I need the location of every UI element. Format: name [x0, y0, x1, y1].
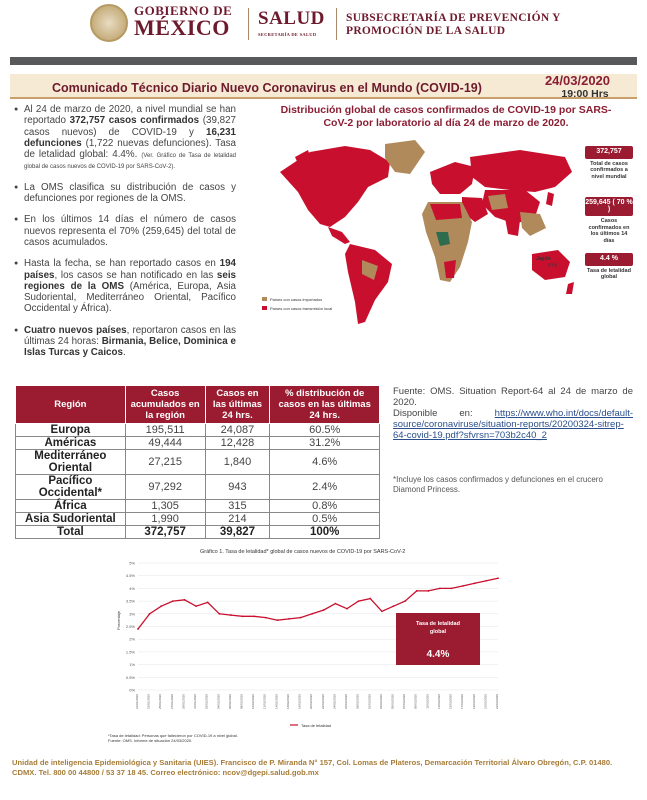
x-tick-label: 14/02/2020 — [274, 694, 279, 710]
cell: 372,757 — [125, 526, 205, 539]
y-tick-label: 5% — [129, 560, 135, 566]
stat-label: Casos confirmados en los últimos 14 días — [588, 218, 630, 244]
legend-swatch-imported — [262, 297, 267, 301]
map-europe — [430, 162, 475, 194]
x-axis — [135, 694, 499, 709]
page-footer: Unidad de inteligencia Epidemiológica y Sanitaria (UIES). Francisco de P. Miranda N° 157, Col. Lomas de Plateros, Demarcación Territorial Álvaro Obregón, C.P. 01480. CDMX. Tel. 800 00 44800 / 53 37 18 45. Correo electrónico: ncov@dgepi.salud.gob.mx — [12, 758, 613, 777]
y-tick-label: 3.5% — [125, 598, 135, 604]
x-tick-label: 12/02/2020 — [262, 694, 267, 710]
y-tick-label: 2.5% — [125, 624, 135, 629]
col-header: Casos en las últimas 24 hrs. — [205, 386, 270, 424]
cell: Américas — [16, 437, 126, 450]
x-tick-label: 28/02/2020 — [355, 694, 360, 710]
page-header — [0, 0, 647, 50]
legend-series-name: Tasa de letalidad — [301, 723, 332, 728]
text: . — [122, 347, 126, 359]
text: , reportaron casos en las últimas 24 horas: — [24, 324, 237, 348]
footnote-diamond-princess: *Incluye los casos confirmados y defunciones en el crucero Diamond Princess. — [393, 475, 603, 494]
y-tick-label: 3% — [129, 611, 135, 617]
x-tick-label: 29/01/2020 — [181, 694, 186, 710]
cell: 31.2% — [270, 437, 380, 450]
y-tick-label: 4.5% — [125, 573, 135, 579]
y-tick-label: 1.5% — [125, 649, 135, 655]
divider — [248, 8, 249, 40]
data-point — [474, 582, 476, 584]
map-russia — [470, 150, 572, 192]
data-point — [218, 613, 220, 615]
source-block — [393, 386, 633, 441]
table-row — [16, 500, 380, 513]
stat-total-cases — [585, 146, 633, 180]
x-tick-label: 20/02/2020 — [309, 694, 314, 710]
text: (1,722 nuevas defunciones). Tasa de letalidad global: 4.4%. — [24, 137, 236, 161]
cell: 1,840 — [205, 450, 270, 475]
source-link[interactable]: https://www.who.int/docs/default-source/coronaviruse/situation-reports/20200324-sitrep-64-covid-19.pdf?sfvrsn=703b2c40_2 — [393, 408, 633, 441]
report-time: 19:00 Hrs — [561, 88, 609, 100]
bullet-14-days: ● En los últimos 14 días el número de casos nuevos representa el 70% (259,645) del total de casos acumulados. — [14, 214, 236, 248]
source-availability — [393, 408, 633, 441]
source-disponible: Disponible en: — [393, 408, 473, 419]
cell: Mediterráneo Oriental — [16, 450, 126, 475]
map-japan — [546, 192, 554, 206]
data-point — [311, 613, 313, 615]
chart-title: Gráfico 1. Tasa de letalidad* global de casos nuevos de COVID-19 por SARS-CoV-2 — [200, 549, 406, 555]
data-point — [230, 614, 232, 616]
bullet-new-countries — [14, 325, 236, 359]
table-row — [16, 424, 380, 437]
stat-14-days — [585, 197, 633, 244]
cell: 195,511 — [125, 424, 205, 437]
text: , los casos se han notificado en las — [54, 269, 217, 281]
cell: 4.6% — [270, 450, 380, 475]
stat-value: 259,645 ( 70 % ) — [585, 197, 633, 216]
text: (Ver. Gráfico de Tasa de letalidad global de casos nuevos de COVID-19 por SARS-CoV-2). — [24, 153, 237, 171]
x-tick-label: 08/02/2020 — [239, 694, 244, 710]
data-point — [265, 617, 267, 619]
data-point — [369, 598, 371, 600]
table-header-row — [16, 386, 380, 424]
data-point — [381, 610, 383, 612]
map-greenland — [385, 140, 425, 174]
cell: 100% — [270, 526, 380, 539]
data-point — [346, 608, 348, 610]
salud-logo — [258, 8, 325, 37]
col-header: Región — [16, 386, 126, 424]
japan-count: (712) — [548, 262, 558, 267]
x-tick-label: 05/03/2020 — [390, 694, 395, 710]
text: Cuatro nuevos países — [24, 324, 127, 336]
cell: 97,292 — [125, 475, 205, 500]
text: Hasta la fecha, se han reportado casos en — [24, 258, 220, 270]
data-point — [451, 588, 453, 590]
map-title: Distribución global de casos confirmados de COVID-19 por SARS-CoV-2 por laboratorio al día 24 de marzo de 2020. — [280, 104, 612, 129]
cell: 1,305 — [125, 500, 205, 513]
stat-label: Total de casos confirmados a nivel mundial — [590, 160, 628, 180]
x-tick-label: 02/02/2020 — [204, 694, 209, 710]
map-new-zealand — [566, 282, 574, 294]
data-point — [160, 605, 162, 607]
text: (39,827 casos nuevos) de COVID-19 y — [24, 115, 236, 138]
legend-swatch-community — [262, 306, 267, 310]
salud-subtitle: SECRETARÍA DE SALUD — [258, 32, 317, 37]
annotation-label2: global — [429, 629, 447, 635]
text: Birmania, Belice, Dominica e Islas Turcas y Caicos — [24, 336, 236, 359]
cell: 24,087 — [205, 424, 270, 437]
data-point — [358, 600, 360, 602]
cell: 12,428 — [205, 437, 270, 450]
data-point — [184, 599, 186, 601]
data-point — [393, 605, 395, 607]
report-date: 24/03/2020 — [544, 73, 611, 88]
japan-label: Japón — [536, 256, 551, 262]
x-tick-label: 25/01/2020 — [158, 694, 163, 710]
x-tick-label: 18/02/2020 — [297, 694, 302, 710]
stat-value: 372,757 — [585, 146, 633, 159]
summary-bullets — [14, 104, 236, 369]
cell: 2.4% — [270, 475, 380, 500]
table-row — [16, 475, 380, 500]
x-tick-label: 13/03/2020 — [436, 694, 441, 710]
x-tick-label: 21/01/2020 — [135, 694, 139, 710]
x-tick-label: 23/01/2020 — [146, 694, 151, 710]
map-south-africa — [444, 260, 456, 278]
chart-footnotes — [108, 733, 238, 743]
text: 372,757 casos confirmados — [69, 115, 200, 127]
x-tick-label: 17/03/2020 — [460, 694, 465, 710]
cell: 27,215 — [125, 450, 205, 475]
data-point — [427, 590, 429, 592]
cell: 49,444 — [125, 437, 205, 450]
annotation-label1: Tasa de letalidad — [416, 621, 460, 627]
cell: 943 — [205, 475, 270, 500]
cell: África — [16, 500, 126, 513]
cell: 60.5% — [270, 424, 380, 437]
data-point — [288, 618, 290, 620]
table-row — [16, 450, 380, 475]
data-point — [242, 615, 244, 617]
table-row — [16, 437, 380, 450]
regions-table — [15, 385, 380, 539]
y-tick-label: 4% — [129, 585, 135, 591]
stat-letalidad — [585, 253, 633, 281]
x-tick-label: 31/01/2020 — [193, 694, 198, 710]
col-header: % distribución de casos en las últimas 24 hrs. — [270, 386, 380, 424]
data-point — [253, 615, 255, 617]
table-total-row — [16, 526, 380, 539]
y-tick-label: 0% — [129, 687, 135, 693]
x-tick-label: 23/03/2020 — [495, 694, 499, 710]
y-axis-label: Porcentaje — [116, 610, 121, 630]
x-tick-label: 19/03/2020 — [471, 694, 476, 710]
y-tick-label: 2% — [129, 636, 135, 642]
gobierno-line1: GOBIERNO DE — [134, 3, 233, 18]
subsecretaria-line1: SUBSECRETARÍA DE PREVENCIÓN Y — [346, 12, 561, 24]
letalidad-chart — [108, 555, 528, 730]
cell: 39,827 — [205, 526, 270, 539]
x-tick-label: 16/02/2020 — [285, 694, 290, 710]
header-bar — [10, 57, 637, 65]
cell: 0.5% — [270, 513, 380, 526]
x-tick-label: 21/03/2020 — [483, 694, 488, 710]
stat-value: 4.4 % — [585, 253, 633, 266]
data-point — [416, 590, 418, 592]
x-tick-label: 26/02/2020 — [344, 694, 349, 710]
source-text: Fuente: OMS. Situation Report-64 al 24 de marzo de 2020. — [393, 386, 633, 408]
data-point — [462, 585, 464, 587]
map-southeast-asia — [520, 212, 546, 236]
data-point — [497, 577, 499, 579]
chart-footnote2: Fuente: OMS. Informe de situación 24/03/2020. — [108, 738, 193, 743]
cell: Asia Sudoriental — [16, 513, 126, 526]
legend-imported: Países con casos importados — [270, 297, 323, 302]
divider — [336, 8, 337, 40]
coat-of-arms-icon — [90, 4, 128, 42]
data-point — [300, 617, 302, 619]
gobierno-line2: MÉXICO — [134, 15, 230, 40]
text: (América, Europa, Asia Sudoriental, Mediterráneo Oriental, Pacífico Occidental y África). — [24, 280, 236, 315]
subsecretaria-name — [346, 12, 561, 38]
data-point — [149, 613, 151, 615]
x-tick-label: 22/02/2020 — [320, 694, 325, 710]
bullet-oms-regions: ● La OMS clasifica su distribución de casos y defunciones por regiones de la OMS. — [14, 182, 236, 205]
x-tick-label: 11/03/2020 — [425, 694, 430, 709]
map-south-america — [345, 244, 392, 324]
world-map — [250, 132, 580, 337]
data-point — [172, 600, 174, 602]
cell: 1,990 — [125, 513, 205, 526]
data-point — [207, 601, 209, 603]
col-header: Casos acumulados en la región — [125, 386, 205, 424]
data-point — [195, 605, 197, 607]
cell: 315 — [205, 500, 270, 513]
cell: Total — [16, 526, 126, 539]
chart-footnote1: *Tasa de letalidad: Personas que fallecieron por COVID-19 a nivel global. — [108, 733, 238, 738]
bullet-countries — [14, 258, 236, 314]
page-title: Comunicado Técnico Diario Nuevo Coronavirus en el Mundo (COVID-19) — [52, 81, 482, 95]
x-tick-label: 06/02/2020 — [227, 694, 232, 710]
text: 16,231 defunciones — [24, 126, 236, 149]
legend-community: Países con casos transmisión local — [270, 306, 333, 311]
bullet-global-cases — [14, 104, 236, 172]
cell: 214 — [205, 513, 270, 526]
x-tick-label: 24/02/2020 — [332, 694, 337, 710]
text: Al 24 de marzo de 2020, a nivel mundial se han reportado — [24, 104, 236, 127]
data-point — [439, 588, 441, 590]
x-tick-label: 27/01/2020 — [169, 694, 174, 710]
stat-label: Tasa de letalidad global — [587, 267, 631, 280]
y-tick-label: 0.5% — [125, 674, 135, 680]
subsecretaria-line2: PROMOCIÓN DE LA SALUD — [346, 25, 506, 37]
data-point — [404, 600, 406, 602]
y-tick-label: 1% — [129, 662, 135, 668]
x-tick-label: 10/02/2020 — [251, 694, 256, 710]
cell: Pacífico Occidental* — [16, 475, 126, 500]
data-point — [323, 609, 325, 611]
data-point — [335, 603, 337, 605]
table-row — [16, 513, 380, 526]
data-point — [485, 580, 487, 582]
cell: 0.8% — [270, 500, 380, 513]
data-point — [276, 619, 278, 621]
cell: Europa — [16, 424, 126, 437]
data-point — [137, 628, 139, 630]
text: 194 países — [24, 258, 236, 281]
x-tick-label: 03/03/2020 — [378, 694, 383, 710]
x-tick-label: 01/03/2020 — [367, 694, 372, 710]
x-tick-label: 09/03/2020 — [413, 694, 418, 710]
annotation-value: 4.4% — [426, 649, 450, 660]
x-tick-label: 04/02/2020 — [216, 694, 221, 710]
map-india — [505, 218, 520, 236]
x-tick-label: 07/03/2020 — [402, 694, 407, 710]
text: seis regiones de la OMS — [24, 269, 236, 292]
salud-title: SALUD — [258, 8, 325, 29]
map-central-america — [328, 227, 350, 244]
gobierno-logo — [134, 4, 232, 39]
x-tick-label: 15/03/2020 — [448, 694, 453, 710]
